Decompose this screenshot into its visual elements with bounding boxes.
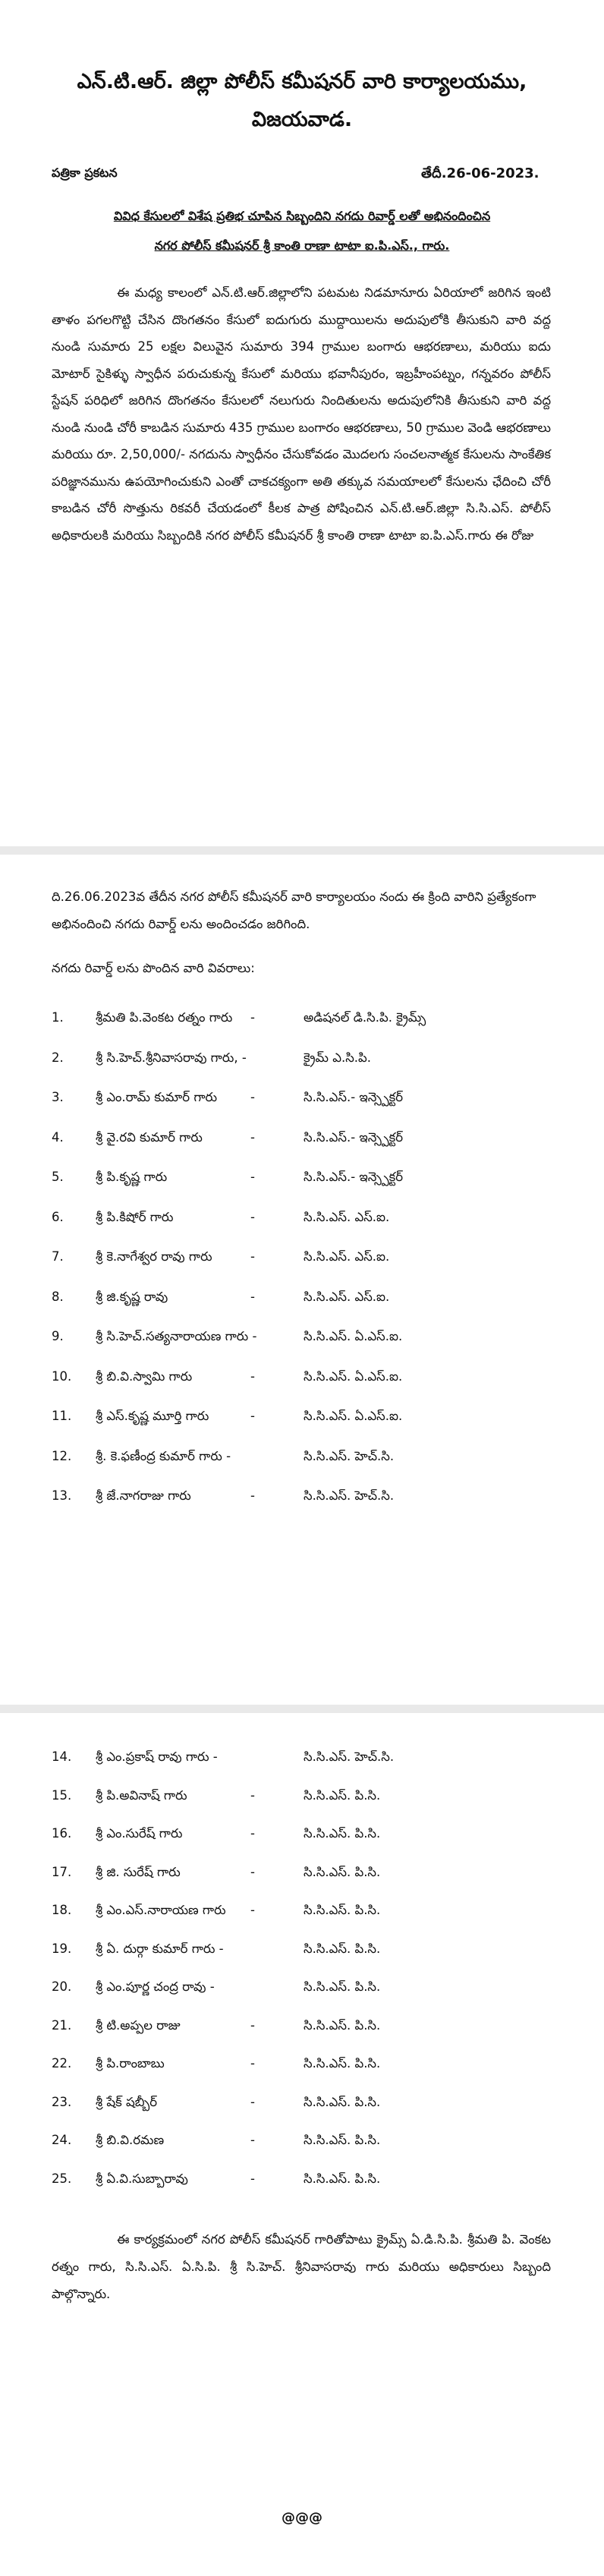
- recipient-name: శ్రీ. కె.ఫణీంద్ర కుమార్ గారు -: [96, 1448, 231, 1463]
- recipient-name: శ్రీ వై.రవి కుమార్ గారు: [96, 1129, 203, 1145]
- list-item-number: 19.: [52, 1941, 72, 1956]
- recipient-name: శ్రీ ఎం.రామ్ కుమార్ గారు: [96, 1090, 218, 1104]
- separator-dash: -: [250, 2094, 255, 2109]
- separator-dash: -: [250, 1826, 255, 1841]
- page2-intro: ది.26.06.2023వ తేదీన నగర పోలీస్ కమీషనర్ వారి కార్యాలయం నందు ఈ క్రింది వారిని ప్రత్యేకంగా అభినందించి నగదు రివార్డ్ లను అందించడం జరిగింది.: [52, 890, 536, 931]
- recipient-designation: సి.సి.ఎస్. పి.సి.: [304, 2094, 381, 2109]
- release-date: తేదీ.26-06-2023.: [421, 165, 540, 181]
- list-item-number: 10.: [52, 1368, 72, 1384]
- recipient-name: శ్రీ షేక్ షబ్బీర్: [96, 2094, 158, 2109]
- recipient-name: శ్రీ పి.రాంబాబు: [96, 2056, 165, 2071]
- list-item-number: 2.: [52, 1050, 64, 1065]
- separator-dash: -: [250, 1170, 255, 1184]
- list-item-number: 23.: [52, 2094, 72, 2109]
- separator-dash: -: [250, 1903, 255, 1917]
- recipient-designation: సి.సి.ఎస్. ఏ.ఎస్.ఐ.: [304, 1409, 403, 1423]
- closing-paragraph: ఈ కార్యక్రమంలో నగర పోలీస్ కమీషనర్ గారితోపాటు క్రైమ్స్ ఏ.డి.సి.పి. శ్రీమతి పి. వెంకట రత్నం గారు, సి.సి.ఎస్. ఏ.సి.పి. శ్రీ సి.హెచ్. శ్రీనివాసరావు గారు మరియు అధికారులు సిబ్బంది పాల్గొన్నారు.: [52, 2232, 551, 2301]
- office-city: విజయవాడ.: [251, 108, 353, 131]
- list-item-number: 22.: [52, 2056, 72, 2071]
- separator-dash: -: [250, 1864, 255, 1879]
- recipient-designation: సి.సి.ఎస్. హెచ్.సి.: [304, 1448, 395, 1463]
- recipient-designation: సి.సి.ఎస్. హెచ్.సి.: [304, 1749, 395, 1764]
- office-title: ఎన్.టి.ఆర్. జిల్లా పోలీస్ కమీషనర్ వారి కార్యాలయము,: [77, 70, 527, 93]
- separator-dash: -: [250, 1129, 255, 1145]
- recipient-designation: సి.సి.ఎస్. ఏ.ఎస్.ఐ.: [304, 1368, 403, 1384]
- separator-dash: -: [250, 1249, 255, 1264]
- body-paragraph: ఈ మధ్య కాలంలో ఎన్.టి.ఆర్.జిల్లాలోని పటమట నిడమానూరు ఏరియాలో జరిగిన ఇంటి తాళం పగలగొట్టి చేసిన దొంగతనం కేసులో ఐదుగురు ముద్దాయిలను అదుపులోకి తీసుకుని వారి వద్ద నుండి సుమారు 25 లక్షల విలువైన సుమారు 394 గ్రాముల బంగారు ఆభరణాలు, మరియు ఐదు మోటార్ సైకిళ్ళు స్వాధీన పరుచుకున్న కేసులో మరియు భవానీపురం, ఇబ్రహీంపట్నం, గన్నవరం పోలీస్ స్టేషన్ పరిధిలో జరిగిన దొంగతనం కేసులలో నలుగురు నిందితులను అదుపులోనికి తీసుకుని వారి వద్ద నుండి నుండి చోరీ కాబడిన సుమారు 435 గ్రాముల బంగారం ఆభరణాలు, 50 గ్రాముల వెండి ఆభరణాలు మరియు రూ. 2,50,000/- నగదును స్వాధీనం చేసుకోవడం మొదలగు సంచలనాత్మక కేసులను సాంకేతిక పరిజ్ఞానమును ఉపయోగించుకుని ఎంతో చాకచక్యంగా అతి తక్కువ సమయాలలో కేసులను ఛేదించి చోరీ కాబడిన చోరీ సొత్తును రికవరీ చేయడంలో కీలక పాత్ర పోషించిన ఎన్.టి.ఆర్.జిల్లా సి.సి.ఎస్. పోలీస్ అధికారులకి మరియు సిబ్బందికి నగర పోలీస్ కమీషనర్ శ్రీ కాంతి రాణా టాటా ఐ.పి.ఎస్.గారు ఈ రోజు: [52, 285, 551, 543]
- recipient-name: శ్రీ సి.హెచ్.శ్రీనివాసరావు గారు, -: [96, 1050, 247, 1065]
- list-item-number: 17.: [52, 1864, 72, 1879]
- separator-dash: -: [250, 1488, 255, 1503]
- document-page-1: [0, 0, 604, 846]
- recipient-name: శ్రీమతి పి.వెంకట రత్నం గారు: [96, 1010, 233, 1025]
- recipient-name: శ్రీ బి.వి.రమణ: [96, 2133, 165, 2147]
- list-item-number: 9.: [52, 1329, 64, 1343]
- list-item-number: 8.: [52, 1289, 64, 1304]
- recipient-designation: సి.సి.ఎస్. హెచ్.సి.: [304, 1488, 395, 1503]
- recipient-designation: సి.సి.ఎస్. ఎస్.ఐ.: [304, 1249, 390, 1264]
- recipient-name: శ్రీ ఎం.ప్రకాష్ రావు గారు -: [96, 1749, 218, 1764]
- recipient-name: శ్రీ పి.కృష్ణ గారు: [96, 1170, 168, 1184]
- list-item-number: 24.: [52, 2133, 72, 2147]
- recipient-name: శ్రీ జి. సురేష్ గారు: [96, 1864, 181, 1879]
- list-item-number: 11.: [52, 1409, 72, 1423]
- separator-dash: -: [250, 1010, 255, 1025]
- document-page-3: [0, 1713, 604, 2576]
- recipient-designation: సి.సి.ఎస్. పి.సి.: [304, 1979, 381, 1994]
- list-item-number: 4.: [52, 1129, 64, 1145]
- subject-line-1: వివిధ కేసులలో విశేష ప్రతిభ చూపిన సిబ్బందిని నగదు రివార్డ్ లతో అభినందించిన: [113, 209, 491, 223]
- recipient-name: శ్రీ టి.అప్పల రాజు: [96, 2017, 181, 2033]
- separator-dash: -: [250, 1209, 255, 1224]
- document-page-2: [0, 855, 604, 1705]
- recipient-name: శ్రీ పి.అవినాష్ గారు: [96, 1787, 187, 1803]
- separator-dash: -: [250, 1090, 255, 1104]
- recipient-name: శ్రీ ఎం.సురేష్ గారు: [96, 1826, 183, 1841]
- recipient-name: శ్రీ జి.కృష్ణ రావు: [96, 1289, 168, 1304]
- list-item-number: 1.: [52, 1010, 64, 1025]
- list-item-number: 12.: [52, 1448, 72, 1463]
- recipient-designation: క్రైమ్ ఎ.సి.పి.: [304, 1050, 372, 1065]
- list-item-number: 21.: [52, 2017, 72, 2033]
- list-item-number: 3.: [52, 1090, 64, 1104]
- recipient-designation: అడిషనల్ డి.సి.పి. క్రైమ్స్: [304, 1010, 426, 1025]
- recipient-name: శ్రీ ఎం.ఎస్.నారాయణ గారు: [96, 1903, 226, 1917]
- separator-dash: -: [250, 1368, 255, 1384]
- separator-dash: -: [250, 2017, 255, 2033]
- list-item-number: 18.: [52, 1903, 72, 1917]
- recipient-designation: సి.సి.ఎస్. పి.సి.: [304, 1826, 381, 1841]
- separator-dash: -: [250, 2171, 255, 2186]
- separator-dash: -: [250, 2133, 255, 2147]
- list-item-number: 6.: [52, 1209, 64, 1224]
- recipient-name: శ్రీ కె.నాగేశ్వర రావు గారు: [96, 1249, 212, 1264]
- press-release-label: పత్రికా ప్రకటన: [52, 165, 118, 180]
- recipient-designation: సి.సి.ఎస్.- ఇన్స్పెక్టర్: [304, 1170, 404, 1184]
- reward-list-heading: నగదు రివార్డ్ లను పొందిన వారి వివరాలు:: [52, 961, 255, 975]
- recipient-name: శ్రీ ఎం.పూర్ణ చంద్ర రావు -: [96, 1979, 215, 1994]
- recipient-designation: సి.సి.ఎస్. పి.సి.: [304, 1941, 381, 1956]
- list-item-number: 20.: [52, 1979, 72, 1994]
- separator-dash: -: [250, 1787, 255, 1803]
- list-item-number: 15.: [52, 1787, 72, 1803]
- recipient-designation: సి.సి.ఎస్. పి.సి.: [304, 1903, 381, 1917]
- recipient-designation: సి.సి.ఎస్.- ఇన్స్పెక్టర్: [304, 1090, 404, 1104]
- end-mark: @@@: [282, 2510, 322, 2526]
- recipient-name: శ్రీ సి.హెచ్.సత్యనారాయణ గారు -: [96, 1329, 257, 1343]
- recipient-designation: సి.సి.ఎస్. పి.సి.: [304, 2171, 381, 2186]
- recipient-designation: సి.సి.ఎస్. పి.సి.: [304, 2133, 381, 2147]
- recipient-designation: సి.సి.ఎస్. ఎస్.ఐ.: [304, 1209, 390, 1224]
- recipient-designation: సి.సి.ఎస్. పి.సి.: [304, 2017, 381, 2033]
- recipient-name: శ్రీ ఏ.వి.సుబ్బారావు: [96, 2171, 188, 2186]
- recipient-designation: సి.సి.ఎస్. పి.సి.: [304, 1787, 381, 1803]
- list-item-number: 7.: [52, 1249, 64, 1264]
- recipient-designation: సి.సి.ఎస్. ఎస్.ఐ.: [304, 1289, 390, 1304]
- list-item-number: 25.: [52, 2171, 72, 2186]
- recipient-name: శ్రీ ఏ. దుర్గా కుమార్ గారు -: [96, 1941, 224, 1956]
- list-item-number: 16.: [52, 1826, 72, 1841]
- recipient-designation: సి.సి.ఎస్.- ఇన్స్పెక్టర్: [304, 1129, 404, 1145]
- recipient-name: శ్రీ పి.కిషోర్ గారు: [96, 1209, 174, 1224]
- recipient-designation: సి.సి.ఎస్. పి.సి.: [304, 1864, 381, 1879]
- list-item-number: 13.: [52, 1488, 72, 1503]
- recipient-name: శ్రీ జే.నాగరాజు గారు: [96, 1488, 191, 1503]
- recipient-designation: సి.సి.ఎస్. పి.సి.: [304, 2056, 381, 2071]
- separator-dash: -: [250, 1409, 255, 1423]
- recipient-name: శ్రీ బి.వి.స్వామి గారు: [96, 1368, 193, 1384]
- list-item-number: 14.: [52, 1749, 72, 1764]
- recipient-name: శ్రీ ఎస్.కృష్ణ మూర్తి గారు: [96, 1409, 209, 1423]
- list-item-number: 5.: [52, 1170, 64, 1184]
- separator-dash: -: [250, 2056, 255, 2071]
- separator-dash: -: [250, 1289, 255, 1304]
- recipient-designation: సి.సి.ఎస్. ఏ.ఎస్.ఐ.: [304, 1329, 403, 1343]
- subject-line-2: నగర పోలీస్ కమీషనర్ శ్రీ కాంతి రాణా టాటా ఐ.పి.ఎస్., గారు.: [154, 238, 450, 253]
